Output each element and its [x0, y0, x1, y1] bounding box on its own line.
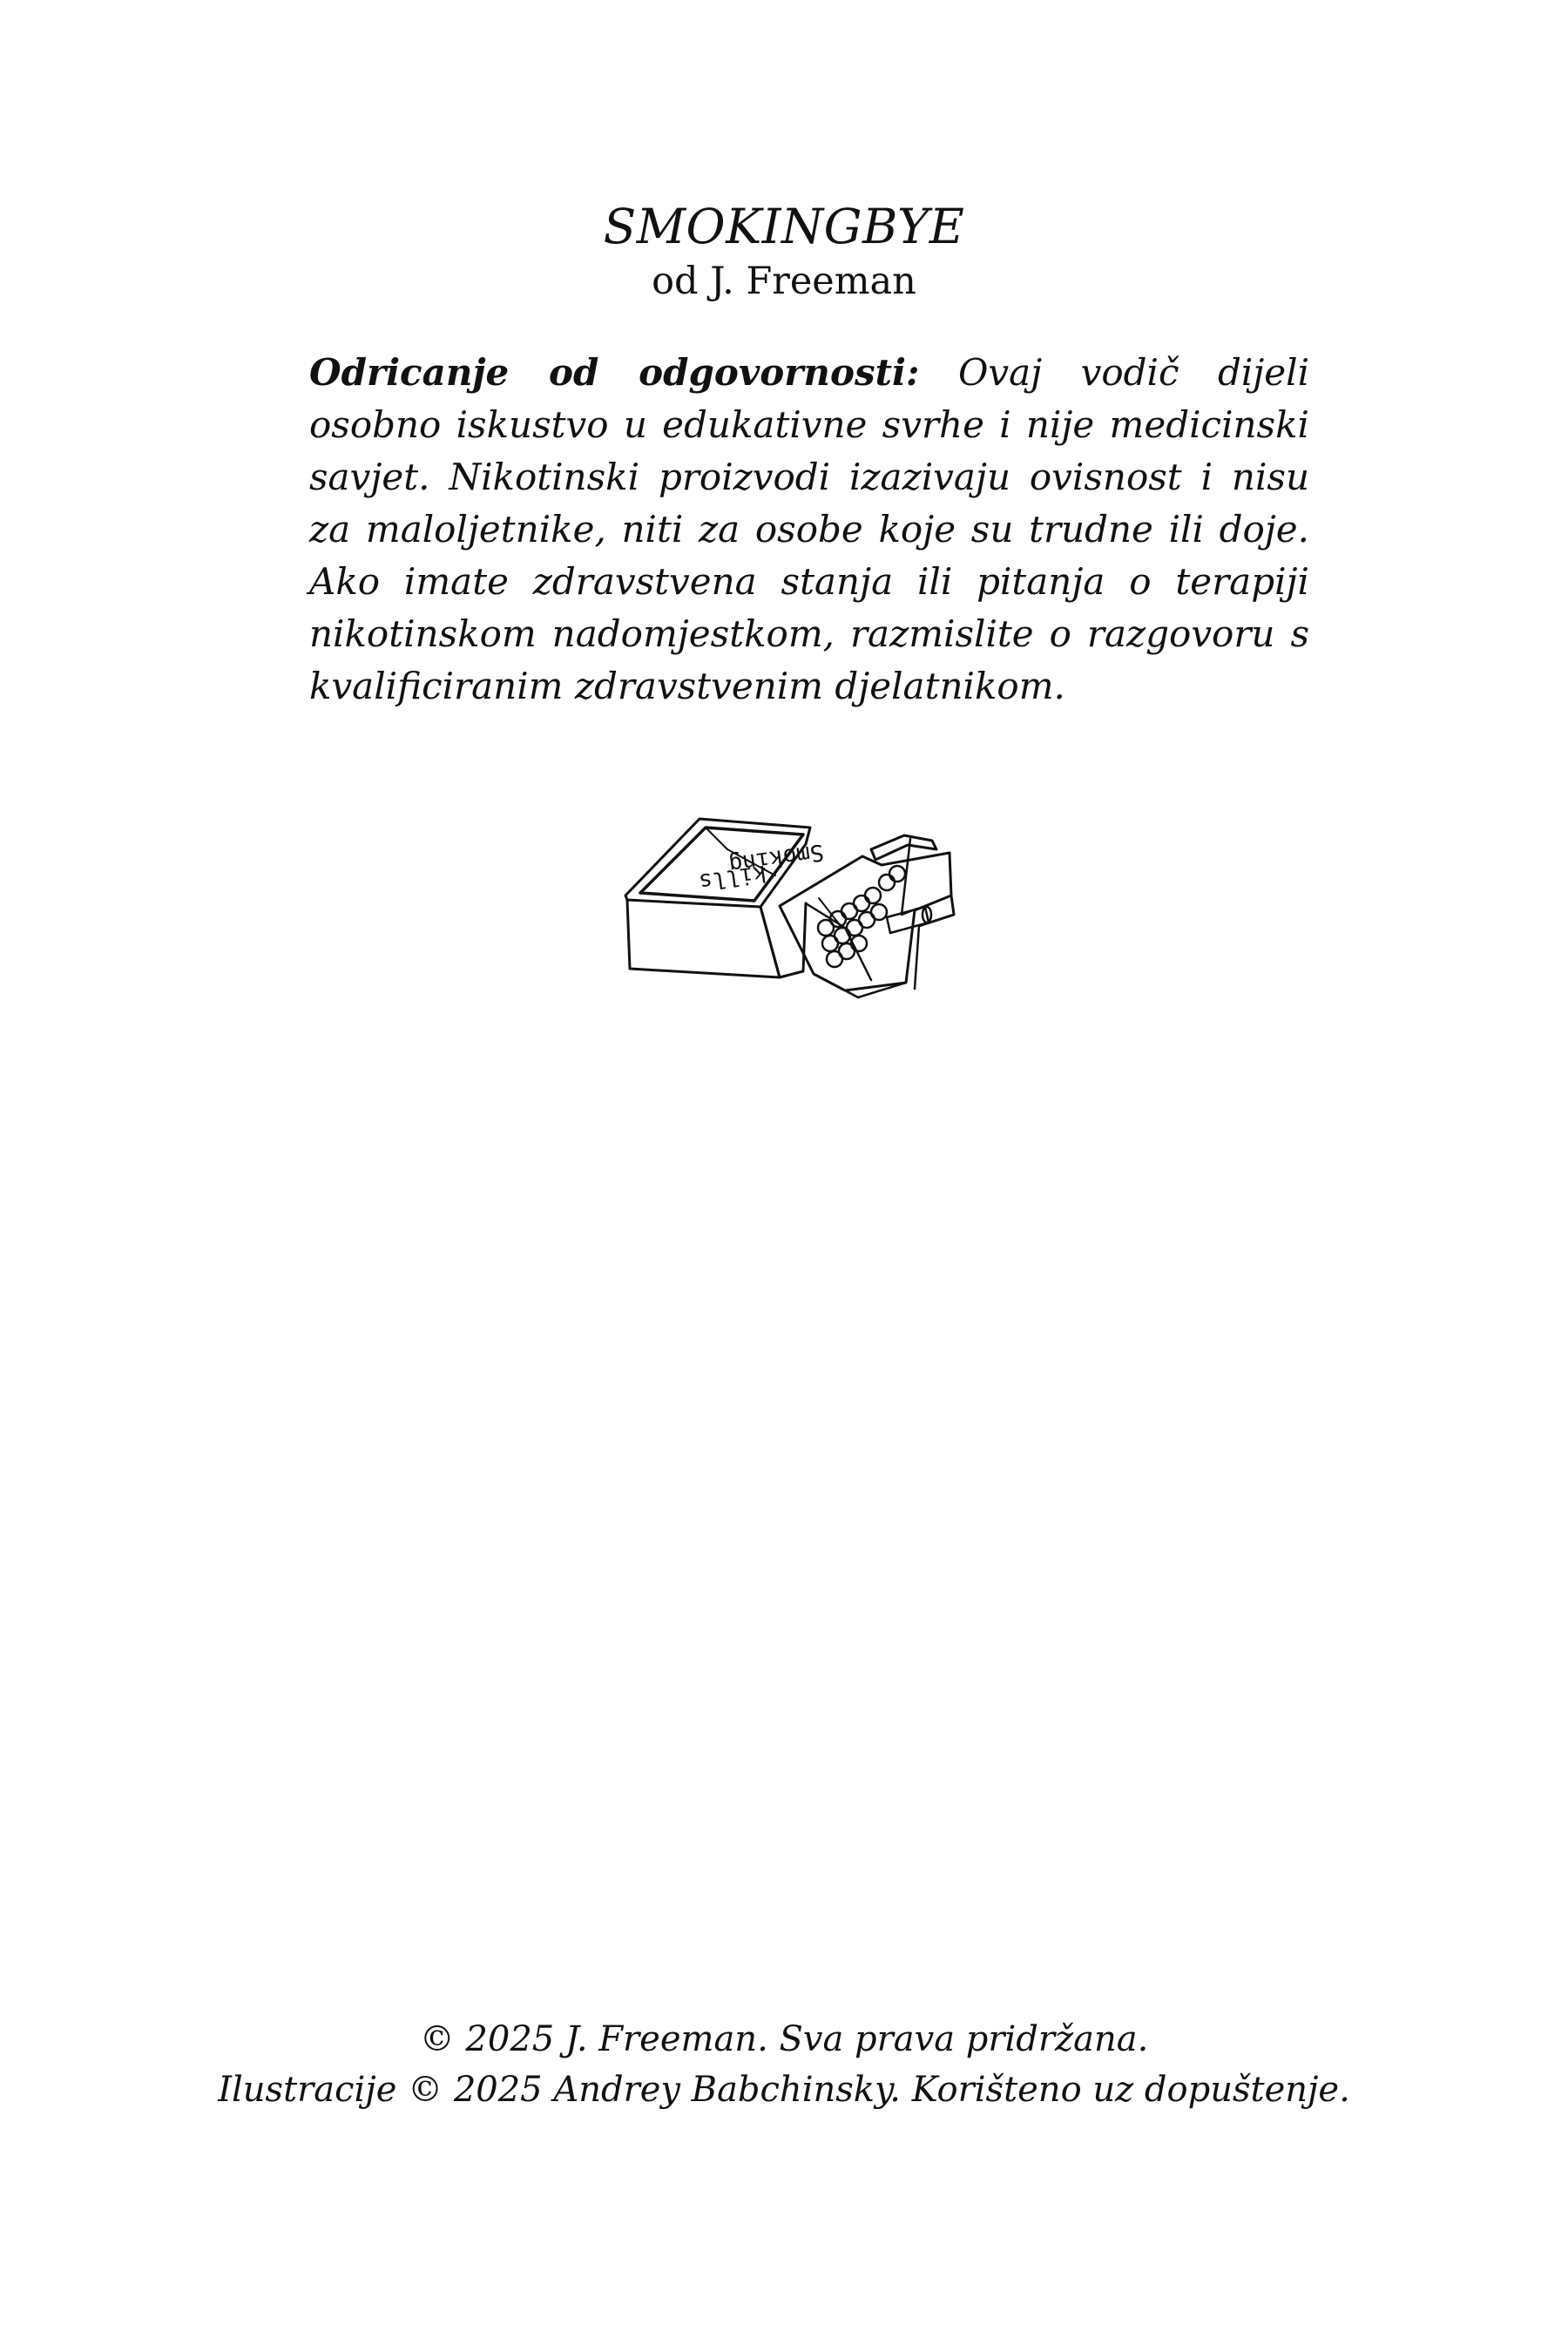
- disclaimer-paragraph: [309, 347, 1309, 713]
- author-byline: od J. Freeman: [652, 260, 916, 303]
- book-title: SMOKINGBYE: [603, 199, 965, 254]
- disclaimer-body: Ovaj vodič dijeli osobno iskustvo u edukativne svrhe i nije medicinski savjet. Nikotinski proizvodi izazivaju ovisnost i nisu za maloljetnike, niti za osobe koje su trudne ili doje. Ako imate zdravstvena stanja ili pitanja o terapiji nikotinskom nadomjestkom, razmislite o razgovoru s kvalificiranim zdravstvenim djelatnikom.: [309, 351, 1310, 707]
- pack-text-kills: kills: [697, 859, 768, 896]
- cigarette-pack-illustration: [610, 806, 1019, 1058]
- pack-text-smoking: Smoking: [727, 838, 826, 878]
- disclaimer-lead: Odricanje od odgovornosti:: [309, 351, 920, 394]
- copyright-block: [0, 2014, 1568, 2115]
- illustration-credit-line: Ilustracije © 2025 Andrey Babchinsky. Korišteno uz dopuštenje.: [218, 2070, 1350, 2110]
- copyright-line: © 2025 J. Freeman. Sva prava pridržana.: [419, 2019, 1149, 2059]
